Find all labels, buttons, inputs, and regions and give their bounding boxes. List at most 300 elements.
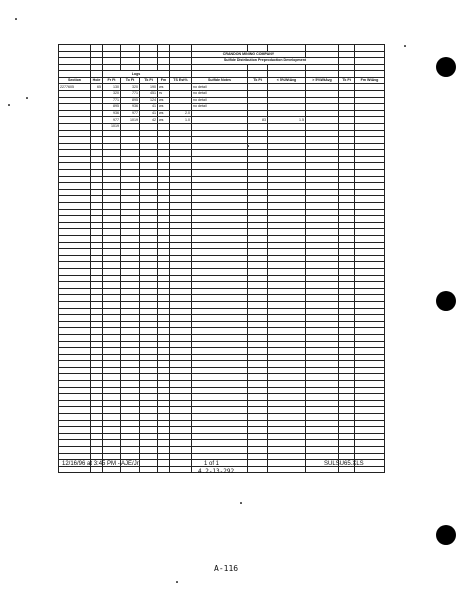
blank-row: [59, 262, 385, 269]
blank-cell: [170, 400, 192, 407]
blank-cell: [268, 427, 306, 434]
blank-cell: [158, 334, 170, 341]
blank-row: [59, 137, 385, 144]
header-formation: Fm: [158, 77, 170, 83]
blank-cell: [91, 209, 103, 216]
blank-cell: [192, 427, 248, 434]
blank-cell: [268, 282, 306, 289]
blank-cell: [248, 381, 268, 388]
header-sulfide-notes: Sulfide Notes: [192, 77, 248, 83]
blank-cell: [192, 222, 248, 229]
blank-cell: [158, 394, 170, 401]
blank-cell: [170, 440, 192, 447]
blank-cell: [192, 236, 248, 243]
blank-cell: [140, 130, 158, 137]
blank-cell: [268, 255, 306, 262]
logs-group-label: Logs: [103, 71, 170, 78]
blank-row: [59, 249, 385, 256]
blank-cell: [91, 381, 103, 388]
blank-cell: [103, 288, 121, 295]
blank-cell: [59, 420, 91, 427]
blank-cell: [339, 275, 355, 282]
blank-cell: [170, 308, 192, 315]
blank-cell: [91, 262, 103, 269]
header-from-ft: Fr Ft: [103, 77, 121, 83]
blank-cell: [121, 268, 140, 275]
scan-speck: [176, 581, 178, 583]
blank-row: [59, 394, 385, 401]
cell-formation: ws: [158, 110, 170, 117]
blank-cell: [121, 222, 140, 229]
blank-cell: [170, 288, 192, 295]
blank-cell: [268, 414, 306, 421]
blank-cell: [140, 453, 158, 460]
blank-cell: [306, 407, 339, 414]
blank-cell: [91, 387, 103, 394]
blank-cell: [170, 348, 192, 355]
blank-cell: [339, 367, 355, 374]
blank-cell: [91, 229, 103, 236]
blank-cell: [121, 301, 140, 308]
blank-cell: [59, 163, 91, 170]
footer-doc-code: 4.2-13-292: [198, 468, 235, 475]
blank-cell: [248, 130, 268, 137]
blank-cell: [140, 367, 158, 374]
blank-cell: [248, 209, 268, 216]
blank-cell: [306, 229, 339, 236]
blank-cell: [355, 262, 385, 269]
blank-cell: [339, 295, 355, 302]
blank-cell: [355, 242, 385, 249]
blank-cell: [91, 374, 103, 381]
blank-cell: [121, 315, 140, 322]
blank-cell: [248, 216, 268, 223]
blank-cell: [268, 209, 306, 216]
blank-cell: [121, 262, 140, 269]
blank-cell: [339, 130, 355, 137]
cell-to-ft: 936: [121, 104, 140, 111]
blank-cell: [339, 394, 355, 401]
cell-formation: ws: [158, 117, 170, 124]
blank-cell: [248, 196, 268, 203]
blank-cell: [121, 255, 140, 262]
blank-cell: [140, 216, 158, 223]
blank-cell: [103, 150, 121, 157]
blank-cell: [140, 288, 158, 295]
blank-cell: [158, 367, 170, 374]
cell-lt-5-wtavg: [268, 84, 306, 91]
blank-cell: [248, 156, 268, 163]
blank-cell: [91, 156, 103, 163]
blank-cell: [140, 282, 158, 289]
blank-cell: [192, 130, 248, 137]
blank-cell: [121, 427, 140, 434]
blank-cell: [59, 275, 91, 282]
blank-cell: [121, 414, 140, 421]
blank-cell: [121, 282, 140, 289]
blank-cell: [306, 315, 339, 322]
blank-cell: [158, 137, 170, 144]
scan-speck: [8, 104, 10, 106]
blank-cell: [103, 170, 121, 177]
blank-cell: [355, 334, 385, 341]
blank-row: [59, 242, 385, 249]
blank-cell: [306, 262, 339, 269]
blank-cell: [140, 183, 158, 190]
blank-cell: [140, 268, 158, 275]
blank-cell: [158, 249, 170, 256]
blank-cell: [355, 361, 385, 368]
blank-cell: [140, 447, 158, 454]
blank-cell: [248, 189, 268, 196]
blank-cell: [248, 447, 268, 454]
blank-row: [59, 420, 385, 427]
blank-cell: [339, 268, 355, 275]
blank-row-2: [59, 64, 385, 71]
blank-cell: [170, 433, 192, 440]
blank-cell: [140, 400, 158, 407]
blank-cell: [158, 354, 170, 361]
blank-cell: [91, 295, 103, 302]
blank-cell: [170, 170, 192, 177]
blank-cell: [306, 414, 339, 421]
blank-cell: [355, 354, 385, 361]
blank-cell: [339, 216, 355, 223]
blank-cell: [103, 354, 121, 361]
blank-cell: [192, 137, 248, 144]
blank-cell: [91, 440, 103, 447]
blank-cell: [306, 203, 339, 210]
spreadsheet-printout: [58, 44, 384, 456]
blank-cell: [192, 176, 248, 183]
blank-cell: [158, 427, 170, 434]
blank-cell: [192, 341, 248, 348]
blank-cell: [248, 229, 268, 236]
blank-row: [59, 354, 385, 361]
blank-cell: [103, 282, 121, 289]
blank-cell: [248, 341, 268, 348]
blank-cell: [192, 229, 248, 236]
blank-cell: [121, 407, 140, 414]
blank-cell: [248, 262, 268, 269]
blank-cell: [140, 275, 158, 282]
blank-row: [59, 315, 385, 322]
blank-cell: [59, 236, 91, 243]
cell-to-ft: 1019: [121, 117, 140, 124]
blank-cell: [170, 203, 192, 210]
blank-cell: [140, 170, 158, 177]
blank-cell: [268, 196, 306, 203]
blank-row: [59, 433, 385, 440]
blank-cell: [339, 156, 355, 163]
blank-cell: [355, 222, 385, 229]
cell-sulfide-notes: [192, 117, 248, 124]
blank-row: [59, 209, 385, 216]
blank-row: [59, 229, 385, 236]
blank-cell: [306, 301, 339, 308]
blank-cell: [121, 203, 140, 210]
cell-ts-est: [170, 97, 192, 104]
cell-thickness-ft: 42: [140, 117, 158, 124]
blank-cell: [268, 374, 306, 381]
blank-cell: [59, 407, 91, 414]
blank-cell: [248, 222, 268, 229]
blank-cell: [268, 189, 306, 196]
blank-cell: [306, 295, 339, 302]
cell-thickness-ft-3: [339, 110, 355, 117]
blank-cell: [59, 301, 91, 308]
blank-cell: [192, 328, 248, 335]
blank-cell: [170, 242, 192, 249]
blank-cell: [306, 130, 339, 137]
blank-cell: [192, 255, 248, 262]
cell-to-ft: [121, 123, 140, 130]
blank-cell: [355, 163, 385, 170]
blank-cell: [158, 209, 170, 216]
cell-thickness-ft-3: [339, 84, 355, 91]
blank-cell: [268, 288, 306, 295]
blank-cell: [339, 242, 355, 249]
blank-cell: [140, 222, 158, 229]
blank-row: [59, 163, 385, 170]
blank-cell: [248, 367, 268, 374]
blank-cell: [248, 354, 268, 361]
blank-cell: [59, 394, 91, 401]
blank-cell: [355, 414, 385, 421]
blank-cell: [158, 308, 170, 315]
blank-cell: [339, 328, 355, 335]
blank-row: [59, 301, 385, 308]
cell-thickness-ft: 124: [140, 97, 158, 104]
cell-from-ft: 895: [103, 104, 121, 111]
cell-lt-5-wtavg: 1.5: [268, 117, 306, 124]
blank-cell: [268, 130, 306, 137]
blank-cell: [339, 301, 355, 308]
page-number: A-116: [214, 564, 239, 573]
blank-cell: [192, 361, 248, 368]
blank-cell: [59, 321, 91, 328]
cell-thickness-ft: 190: [140, 84, 158, 91]
blank-cell: [248, 255, 268, 262]
blank-cell: [59, 400, 91, 407]
blank-cell: [91, 433, 103, 440]
blank-cell: [248, 150, 268, 157]
blank-cell: [121, 242, 140, 249]
blank-cell: [192, 394, 248, 401]
blank-cell: [103, 222, 121, 229]
blank-cell: [103, 400, 121, 407]
blank-cell: [248, 282, 268, 289]
blank-cell: [59, 170, 91, 177]
blank-cell: [170, 137, 192, 144]
table-row: [59, 97, 385, 104]
blank-cell: [268, 216, 306, 223]
blank-cell: [170, 427, 192, 434]
blank-cell: [59, 295, 91, 302]
blank-cell: [248, 427, 268, 434]
blank-cell: [355, 321, 385, 328]
blank-row: [59, 407, 385, 414]
blank-cell: [170, 176, 192, 183]
blank-cell: [140, 137, 158, 144]
blank-cell: [91, 176, 103, 183]
blank-cell: [91, 427, 103, 434]
blank-row: [59, 348, 385, 355]
blank-cell: [170, 466, 192, 473]
blank-cell: [158, 203, 170, 210]
blank-cell: [355, 328, 385, 335]
blank-cell: [103, 216, 121, 223]
blank-cell: [158, 143, 170, 150]
blank-cell: [192, 242, 248, 249]
cell-section: [59, 97, 91, 104]
blank-row: [59, 400, 385, 407]
cell-thickness-ft-3: [339, 90, 355, 97]
blank-cell: [268, 150, 306, 157]
blank-cell: [306, 222, 339, 229]
blank-cell: [192, 374, 248, 381]
blank-cell: [355, 282, 385, 289]
blank-cell: [339, 288, 355, 295]
cell-from-ft: 320: [103, 90, 121, 97]
blank-cell: [140, 387, 158, 394]
blank-cell: [170, 209, 192, 216]
blank-cell: [170, 216, 192, 223]
blank-cell: [355, 341, 385, 348]
cell-ts-est: 1.0: [170, 117, 192, 124]
blank-cell: [170, 196, 192, 203]
blank-cell: [306, 249, 339, 256]
blank-cell: [170, 334, 192, 341]
blank-cell: [121, 189, 140, 196]
blank-cell: [158, 216, 170, 223]
blank-cell: [306, 321, 339, 328]
blank-cell: [268, 222, 306, 229]
blank-cell: [192, 381, 248, 388]
blank-cell: [103, 407, 121, 414]
blank-cell: [192, 150, 248, 157]
blank-cell: [158, 374, 170, 381]
blank-cell: [355, 400, 385, 407]
blank-cell: [192, 447, 248, 454]
blank-cell: [140, 262, 158, 269]
blank-cell: [248, 137, 268, 144]
blank-row: [59, 328, 385, 335]
blank-cell: [158, 183, 170, 190]
cell-ts-est: [170, 84, 192, 91]
cell-from-ft: 771: [103, 97, 121, 104]
blank-cell: [355, 203, 385, 210]
blank-cell: [103, 249, 121, 256]
blank-cell: [158, 222, 170, 229]
blank-cell: [306, 466, 339, 473]
cell-gt-5-wtavg: [306, 84, 339, 91]
blank-cell: [268, 420, 306, 427]
cell-formation: ws: [158, 97, 170, 104]
cell-gt-5-wtavg: [306, 90, 339, 97]
cell-fm-wtavg: [355, 104, 385, 111]
blank-cell: [170, 407, 192, 414]
blank-cell: [170, 394, 192, 401]
blank-cell: [248, 268, 268, 275]
blank-cell: [339, 183, 355, 190]
blank-cell: [121, 183, 140, 190]
blank-cell: [59, 249, 91, 256]
blank-cell: [91, 321, 103, 328]
blank-cell: [268, 315, 306, 322]
blank-cell: [306, 433, 339, 440]
cell-thickness-ft: 41: [140, 110, 158, 117]
blank-cell: [170, 328, 192, 335]
blank-cell: [59, 203, 91, 210]
blank-cell: [170, 321, 192, 328]
blank-cell: [192, 440, 248, 447]
blank-cell: [355, 381, 385, 388]
blank-cell: [268, 268, 306, 275]
blank-cell: [306, 275, 339, 282]
blank-cell: [268, 236, 306, 243]
blank-cell: [170, 420, 192, 427]
blank-cell: [59, 374, 91, 381]
blank-cell: [339, 176, 355, 183]
cell-to-ft: 895: [121, 97, 140, 104]
blank-cell: [170, 236, 192, 243]
blank-cell: [91, 236, 103, 243]
blank-cell: [306, 156, 339, 163]
blank-cell: [192, 460, 248, 467]
blank-cell: [306, 400, 339, 407]
blank-cell: [268, 229, 306, 236]
cell-formation: ws: [158, 84, 170, 91]
blank-cell: [306, 170, 339, 177]
blank-cell: [355, 130, 385, 137]
header-section: Section: [59, 77, 91, 83]
table-row: [59, 110, 385, 117]
table-row: [59, 117, 385, 124]
blank-cell: [355, 447, 385, 454]
blank-cell: [158, 414, 170, 421]
blank-cell: [59, 130, 91, 137]
blank-cell: [248, 348, 268, 355]
blank-cell: [91, 420, 103, 427]
blank-cell: [158, 328, 170, 335]
blank-cell: [158, 321, 170, 328]
cell-thickness-ft-3: [339, 123, 355, 130]
blank-cell: [192, 288, 248, 295]
blank-cell: [355, 407, 385, 414]
blank-cell: [306, 361, 339, 368]
blank-row: [59, 288, 385, 295]
cell-lt-5-wtavg: [268, 90, 306, 97]
blank-row: [59, 203, 385, 210]
blank-cell: [268, 381, 306, 388]
cell-ts-est: [170, 104, 192, 111]
blank-cell: [121, 354, 140, 361]
blank-cell: [248, 183, 268, 190]
blank-cell: [339, 354, 355, 361]
blank-cell: [158, 176, 170, 183]
blank-cell: [121, 420, 140, 427]
blank-cell: [59, 189, 91, 196]
blank-cell: [339, 321, 355, 328]
blank-cell: [121, 400, 140, 407]
blank-cell: [268, 137, 306, 144]
blank-cell: [59, 216, 91, 223]
blank-cell: [91, 315, 103, 322]
blank-cell: [248, 308, 268, 315]
blank-cell: [268, 466, 306, 473]
cell-ts-est: 2.0: [170, 110, 192, 117]
